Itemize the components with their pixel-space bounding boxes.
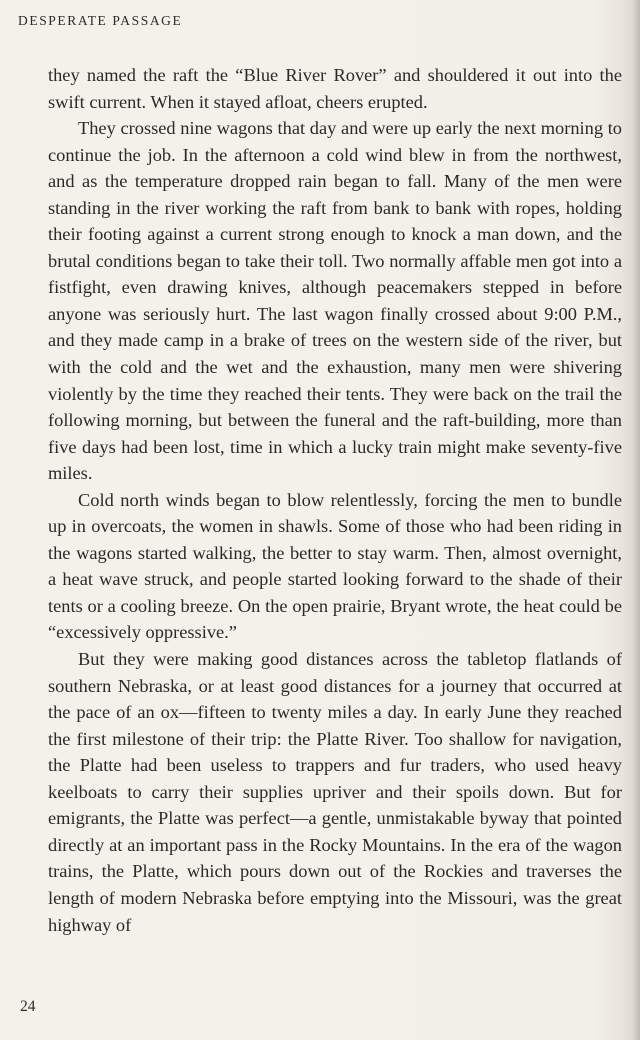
paragraph-1: they named the raft the “Blue River Rover” and shouldered it out into the swift current. When it stayed afloat, cheers erupted. (48, 65, 622, 112)
page-edge-shadow (632, 0, 640, 1040)
paragraph-4: But they were making good distances across the tabletop flatlands of southern Nebraska, or at least good distances for a journey that occurred at the pace of an ox—fifteen to twenty miles a day. In early June they reached the first milestone of their trip: the Platte River. Too shallow for navigation, the Platte had been useless to trappers and fur traders, who used heavy keelboats to carry their supplies upriver and their spoils down. But for emigrants, the Platte was perfect—a gentle, unmistakable byway that pointed directly at an important pass in the Rocky Mountains. In the era of the wagon trains, the Platte, which pours down out of the Rockies and traverses the length of modern Nebraska before emptying into the Missouri, was the great highway of (48, 649, 622, 935)
page-number: 24 (20, 998, 36, 1015)
body-text (48, 62, 622, 938)
paragraph-2: They crossed nine wagons that day and were up early the next morning to continue the job. In the afternoon a cold wind blew in from the northwest, and as the temperature dropped rain began to fall. Many of the men were standing in the river working the raft from bank to bank with ropes, holding their footing against a current strong enough to knock a man down, and the brutal conditions began to take their toll. Two normally affable men got into a fistfight, even drawing knives, although peacemakers stepped in before anyone was seriously hurt. The last wagon finally crossed about 9:00 P.M., and they made camp in a brake of trees on the western side of the river, but with the cold and the wet and the exhaustion, many men were shivering violently by the time they reached their tents. They were back on the trail the following morning, but between the funeral and the raft-building, more than five days had been lost, time in which a lucky train might make seventy-five miles. (48, 118, 622, 484)
paragraph-3: Cold north winds began to blow relentlessly, forcing the men to bundle up in overcoats, the women in shawls. Some of those who had been riding in the wagons started walking, the better to stay warm. Then, almost overnight, a heat wave struck, and people started looking forward to the shade of their tents or a cooling breeze. On the open prairie, Bryant wrote, the heat could be “excessively oppressive.” (48, 489, 622, 643)
running-head: DESPERATE PASSAGE (18, 13, 183, 28)
